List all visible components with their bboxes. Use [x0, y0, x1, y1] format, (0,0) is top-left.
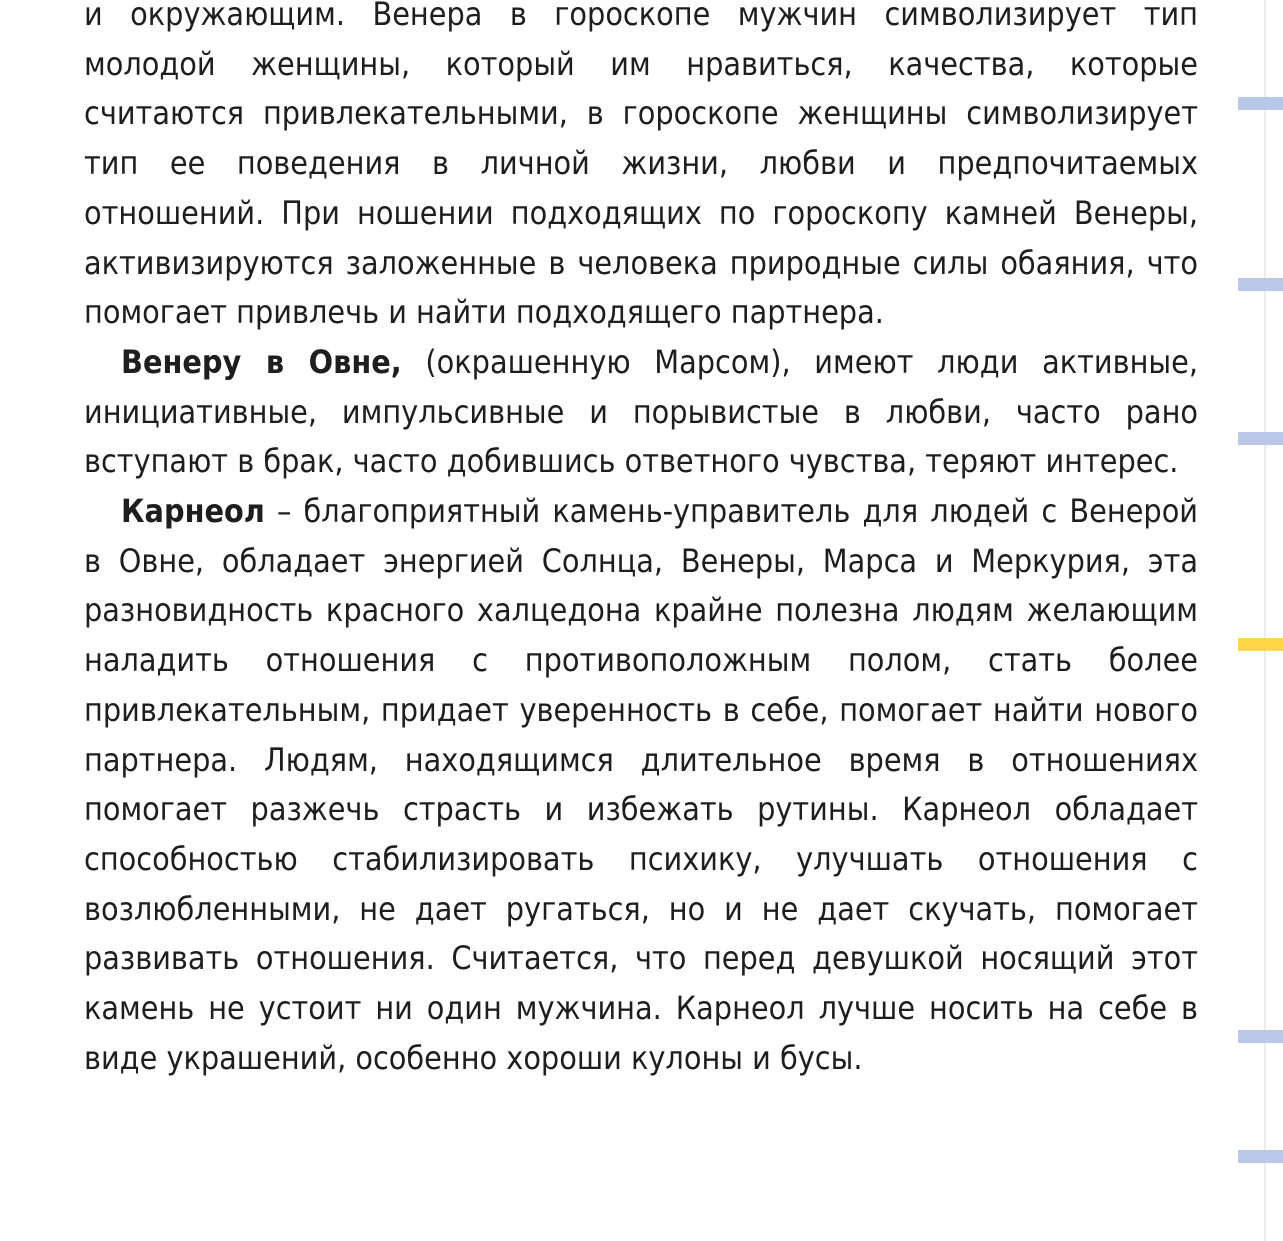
- paragraph-venus-in-aries: [84, 338, 1198, 487]
- scroll-marker-bookmark[interactable]: [1238, 1030, 1283, 1043]
- scroll-marker-highlight[interactable]: [1238, 638, 1283, 651]
- paragraph-carnelian-text: – благоприятный камень-управитель для людей с Венерой в Овне, обладает энергией Солнца, Венеры, Марса и Меркурия, эта разновидность красного халцедона крайне полезна людям желающим наладить отношения с противоположным полом, стать более привлекательным, придает уверенность в себе, помогает найти нового партнера. Людям, находящимся длительное время в отношениях помогает разжечь страсть и избежать рутины. Карнеол обладает способностью стабилизировать психику, улучшать отношения с возлюбленными, не дает ругаться, но и не дает скучать, помогает развивать отношения. Считается, что перед девушкой носящий этот камень не устоит ни один мужчина. Карнеол лучше носить на себе в виде украшений, особенно хороши кулоны и бусы.: [84, 492, 1198, 1077]
- paragraph-1: [84, 0, 1198, 338]
- scrollbar-track[interactable]: [1264, 0, 1266, 1241]
- paragraph-venus-in-aries-term: Венеру в Овне,: [121, 342, 402, 381]
- scroll-marker-bookmark[interactable]: [1238, 432, 1283, 445]
- paragraph-venus-in-aries-text: (окрашенную Марсом), имеют люди активные, инициативные, импульсивные и порывистые в любви, часто рано вступают в брак, часто добившись ответного чувства, теряют интерес.: [84, 342, 1199, 481]
- scroll-marker-bookmark[interactable]: [1238, 1150, 1283, 1163]
- paragraph-carnelian: [84, 487, 1198, 1083]
- paragraph-carnelian-term: Карнеол: [121, 492, 265, 531]
- scroll-marker-bookmark[interactable]: [1238, 97, 1283, 110]
- paragraph-1-text: и окружающим. Венера в гороскопе мужчин символизирует тип молодой женщины, который им нравиться, качества, которые считаются привлекательными, в гороскопе женщины символизирует тип ее поведения в личной жизни, любви и предпочитаемых отношений. При ношении подходящих по гороскопу камней Венеры, активизируются заложенные в человека природные силы обаяния, что помогает привлечь и найти подходящего партнера.: [84, 0, 1198, 332]
- document-page: [84, 0, 1198, 1083]
- scroll-marker-bookmark[interactable]: [1238, 278, 1283, 291]
